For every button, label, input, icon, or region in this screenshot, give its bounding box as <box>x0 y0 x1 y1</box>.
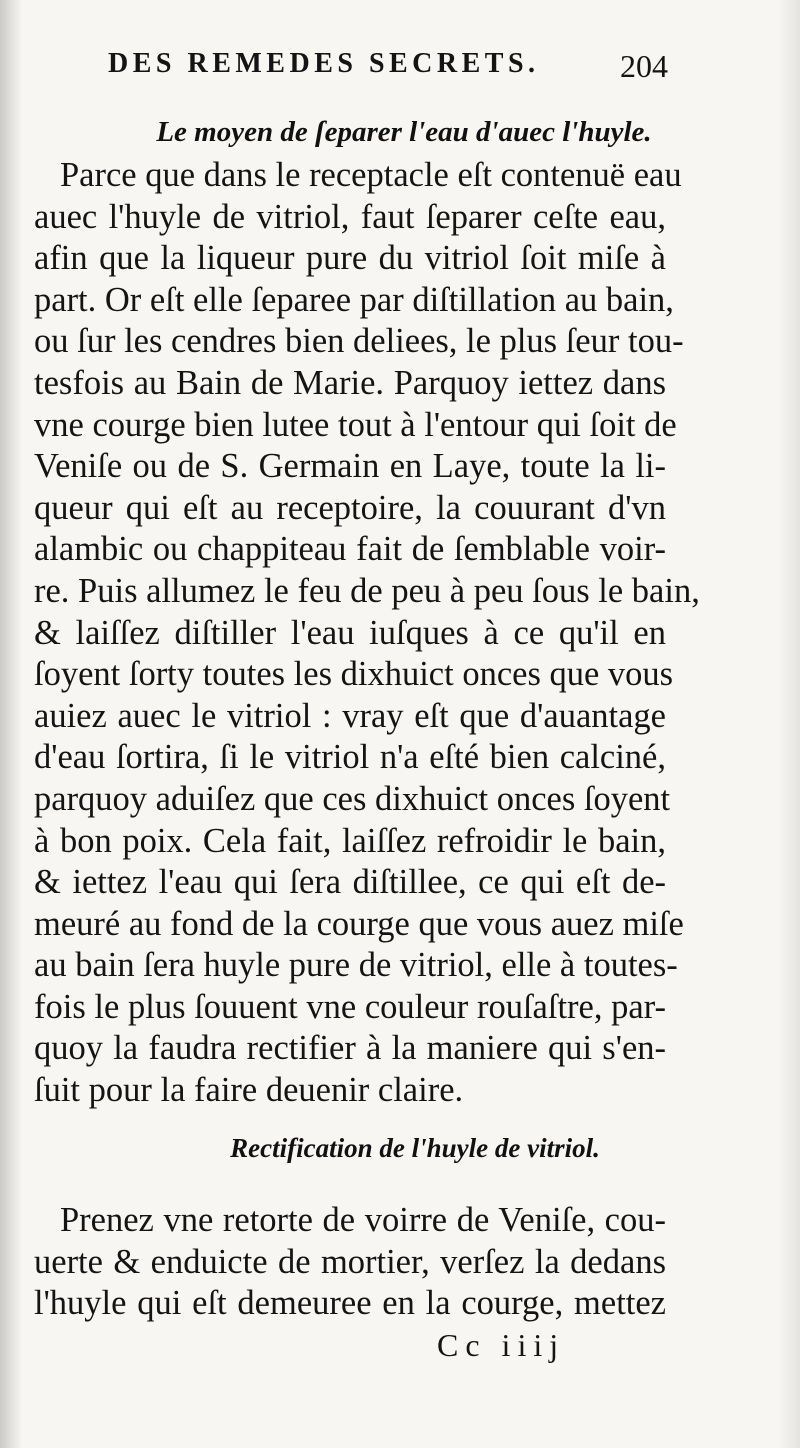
text-line: re. Puis allumez le feu de peu à peu ſous le bain, <box>34 571 700 610</box>
text-line: tesfois au Bain de Marie. Parquoy iettez dans <box>34 363 666 402</box>
text-line: ſuit pour la faire deuenir claire. <box>34 1071 464 1110</box>
text-line: meuré au fond de la courge que vous auez miſe <box>34 904 684 943</box>
text-line: quoy la faudra rectifier à la maniere qui s'en- <box>34 1029 666 1068</box>
text-line: auiez auec le vitriol : vray eſt que d'auantage <box>34 696 666 735</box>
paragraph-separation <box>34 155 700 1112</box>
page-edge-shadow <box>778 0 800 1448</box>
page-number: 204 <box>620 48 668 84</box>
text-line: Prenez vne retorte de voirre de Veniſe, cou- <box>60 1201 666 1239</box>
text-line: alambic ou chappiteau fait de ſemblable voir- <box>34 530 666 569</box>
running-title: DES REMEDES SECRETS. <box>108 48 540 79</box>
text-line: ſoyent ſorty toutes les dixhuict onces que vous <box>34 655 674 694</box>
text-line: part. Or eſt elle ſeparee par diſtillation au bain, <box>34 280 674 319</box>
text-line: auec l'huyle de vitriol, faut ſeparer ceſte eau, <box>34 197 666 236</box>
text-line: au bain ſera huyle pure de vitriol, elle à toutes- <box>34 946 678 985</box>
text-line: Veniſe ou de S. Germain en Laye, toute la li- <box>34 447 666 486</box>
text-line: vne courge bien lutee tout à l'entour qui ſoit de <box>34 405 677 444</box>
text-line: à bon poix. Cela fait, laiſſez refroidir le bain, <box>34 821 666 860</box>
signature-mark: Cc iiij <box>437 1327 566 1363</box>
text-line: afin que la liqueur pure du vitriol ſoit miſe à <box>34 239 666 278</box>
text-line: ou ſur les cendres bien deliees, le plus ſeur tou- <box>34 322 684 361</box>
paragraph-rectification <box>34 1200 666 1325</box>
text-line: fois le plus ſouuent vne couleur rouſaſtre, par- <box>34 987 666 1026</box>
text-line: Parce que dans le receptacle eſt contenuë eau <box>60 156 682 194</box>
section-heading-separation: Le moyen de ſeparer l'eau d'auec l'huyle. <box>156 116 652 148</box>
text-line: parquoy aduiſez que ces dixhuict onces ſoyent <box>34 779 671 818</box>
running-head <box>108 48 668 88</box>
section-heading-rectification: Rectification de l'huyle de vitriol. <box>230 1133 600 1163</box>
text-line: & laiſſez diſtiller l'eau iuſques à ce qu'il en <box>34 613 666 652</box>
text-line: d'eau ſortira, ſi le vitriol n'a eſté bien calciné, <box>34 738 666 777</box>
page-gutter-shadow <box>0 0 22 1448</box>
text-line: l'huyle qui eſt demeuree en la courge, mettez <box>34 1284 666 1323</box>
text-line: queur qui eſt au receptoire, la couurant d'vn <box>34 488 666 527</box>
text-line: uerte & enduicte de mortier, verſez la dedans <box>34 1242 666 1281</box>
text-line: & iettez l'eau qui ſera diſtillee, ce qui eſt de- <box>34 863 666 902</box>
